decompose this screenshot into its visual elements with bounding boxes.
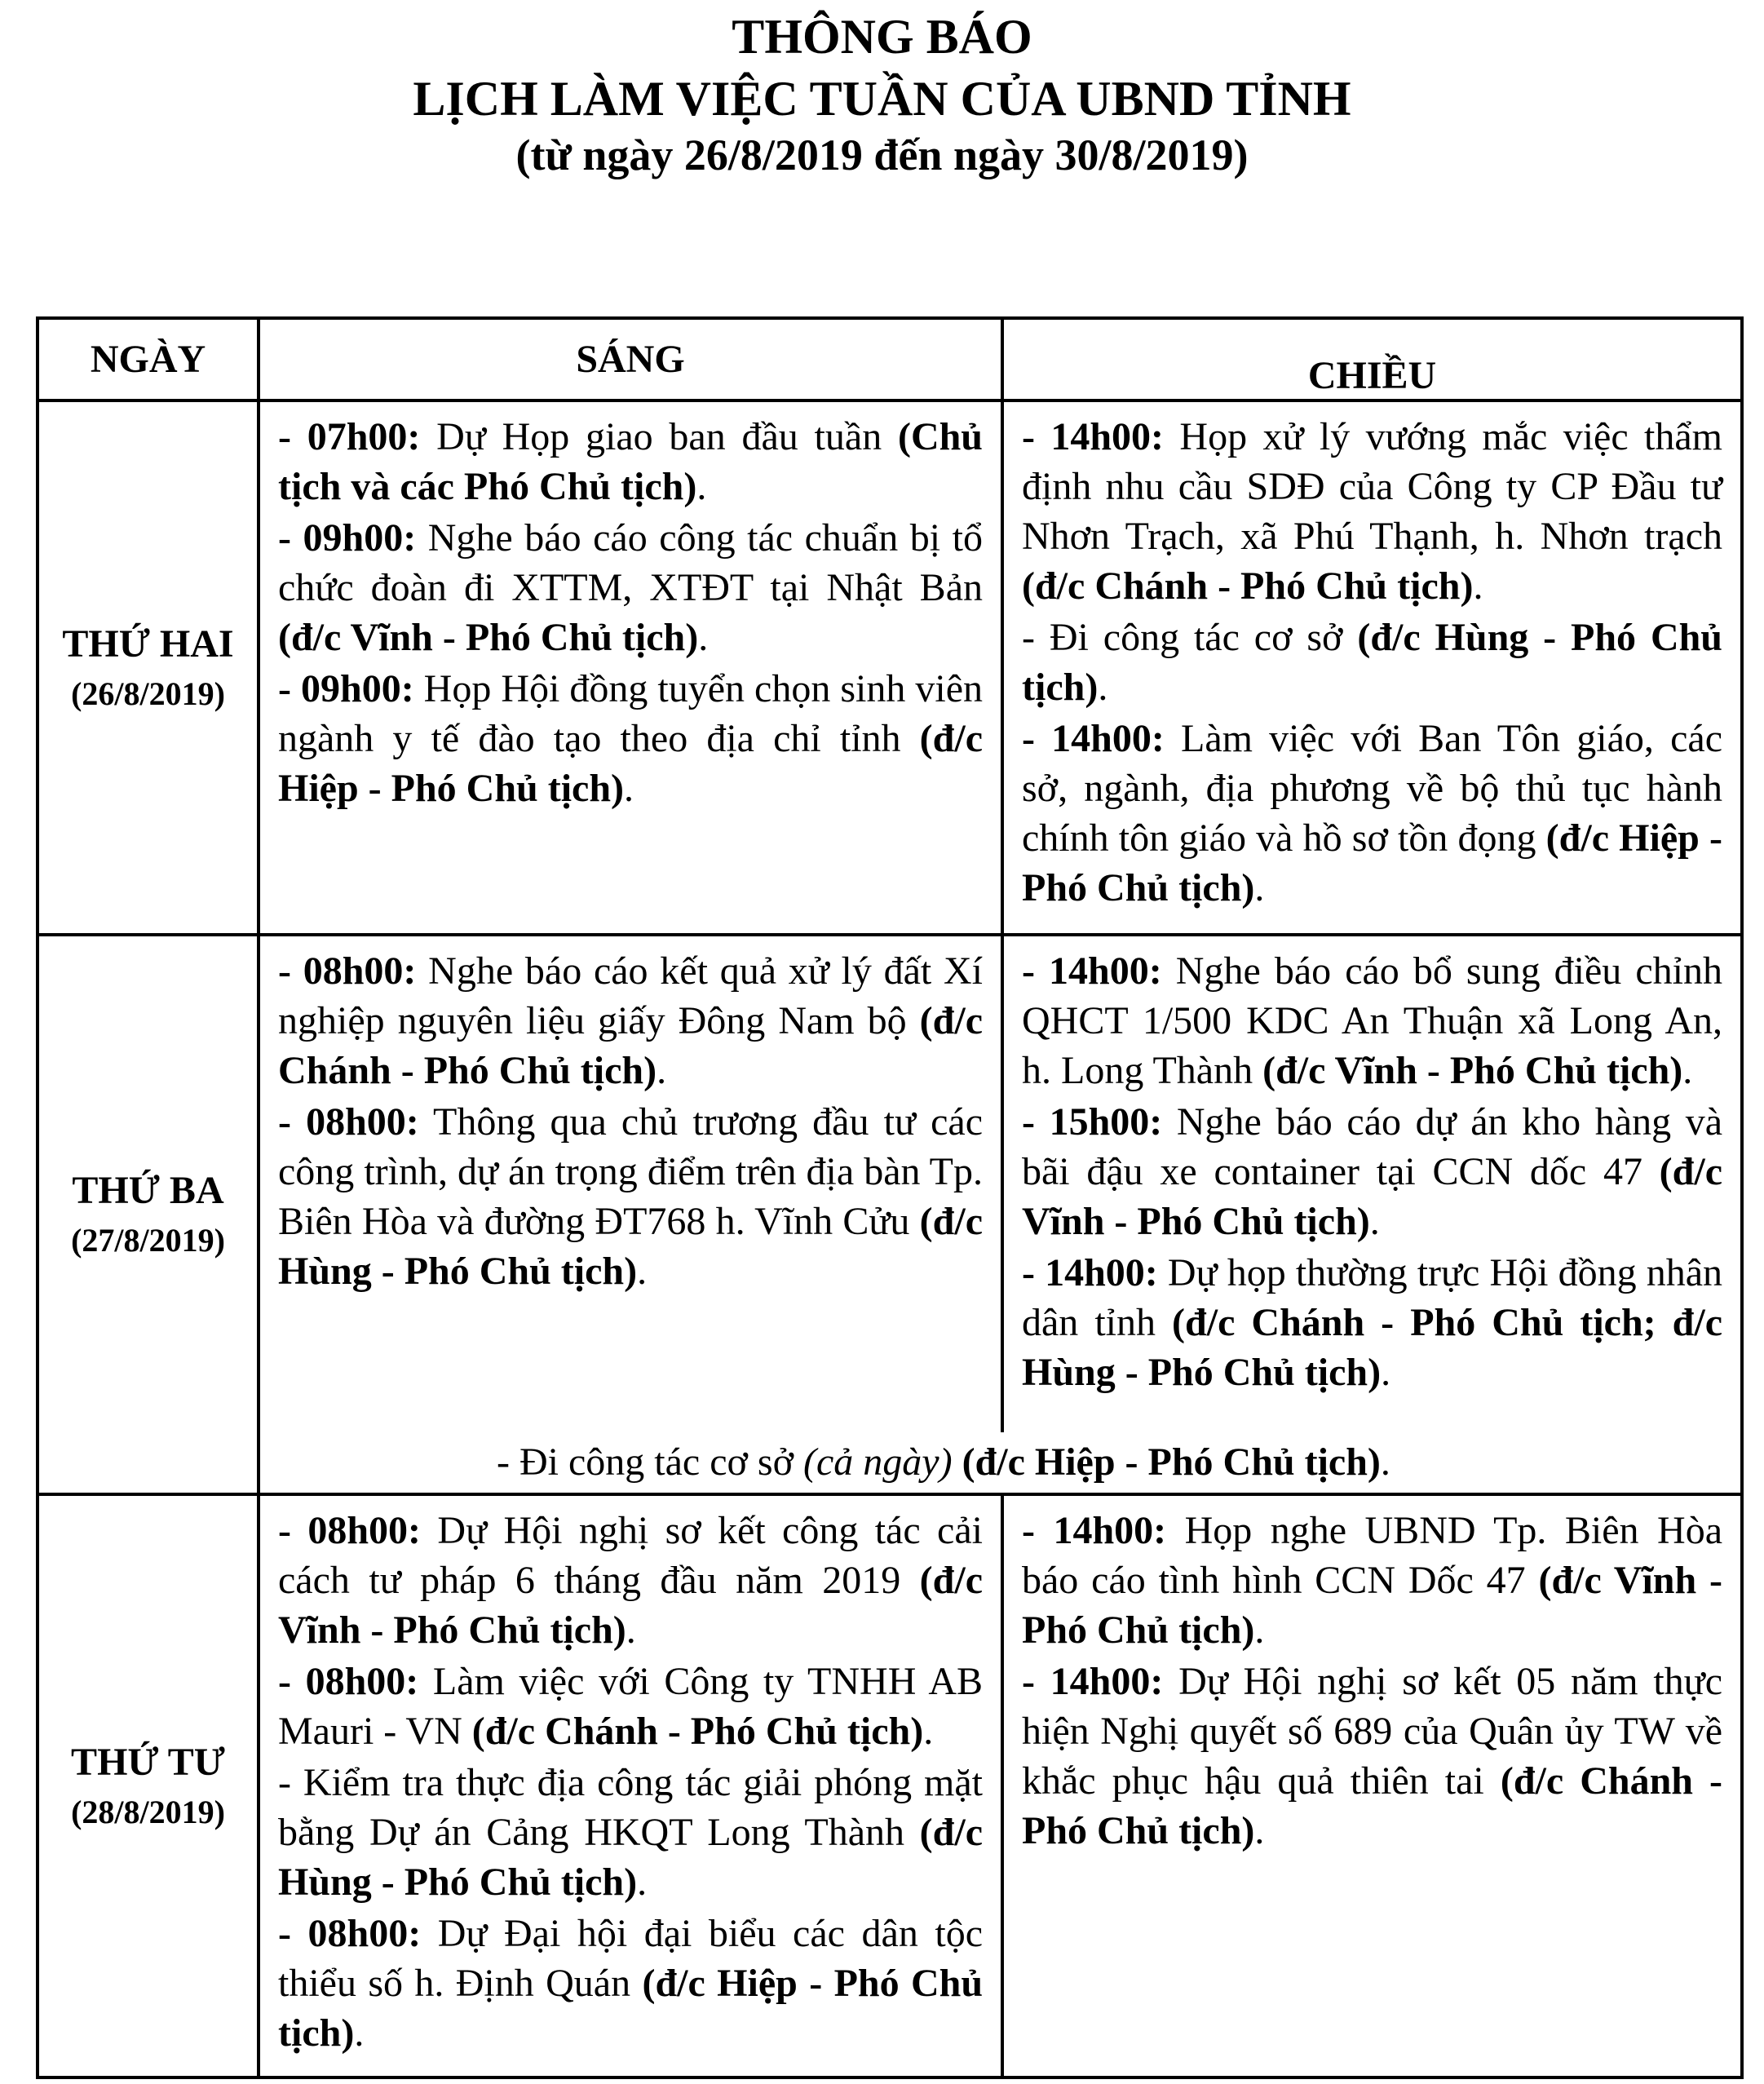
header-morning: SÁNG <box>259 318 1002 400</box>
afternoon-cell <box>1002 400 1742 935</box>
schedule-item: - Kiểm tra thực địa công tác giải phóng mặt bằng Dự án Cảng HKQT Long Thành (đ/c Hùng - Phó Chủ tịch). <box>278 1761 983 1904</box>
header-day: NGÀY <box>38 318 259 400</box>
schedule-item: - Đi công tác cơ sở (đ/c Hùng - Phó Chủ tịch). <box>1022 616 1722 709</box>
day-name: THỨ TƯ <box>71 1740 225 1784</box>
morning-cell <box>259 935 1002 1432</box>
header-afternoon: CHIỀU <box>1002 318 1742 400</box>
schedule-item: - 15h00: Nghe báo cáo dự án kho hàng và bãi đậu xe container tại CCN dốc 47 (đ/c Vĩnh - Phó Chủ tịch). <box>1022 1100 1722 1243</box>
schedule-item: - 08h00: Thông qua chủ trương đầu tư các công trình, dự án trọng điểm trên địa bàn Tp. Biên Hòa và đường ĐT768 h. Vĩnh Cửu (đ/c Hùng - Phó Chủ tịch). <box>278 1100 983 1293</box>
day-date: (26/8/2019) <box>71 675 225 712</box>
schedule-item: - 09h00: Họp Hội đồng tuyển chọn sinh viên ngành y tế đào tạo theo địa chỉ tỉnh (đ/c Hiệp - Phó Chủ tịch). <box>278 667 983 810</box>
table-header-row <box>38 318 1742 400</box>
afternoon-cell <box>1002 935 1742 1432</box>
schedule-item: - 14h00: Nghe báo cáo bổ sung điều chỉnh QHCT 1/500 KDC An Thuận xã Long An, h. Long Thành (đ/c Vĩnh - Phó Chủ tịch). <box>1022 949 1723 1092</box>
schedule-item: - 08h00: Làm việc với Công ty TNHH AB Mauri - VN (đ/c Chánh - Phó Chủ tịch). <box>278 1660 983 1753</box>
day-date: (27/8/2019) <box>71 1222 225 1259</box>
day-cell <box>38 400 259 935</box>
schedule-table <box>36 316 1744 2079</box>
schedule-item: - 14h00: Dự họp thường trực Hội đồng nhân dân tỉnh (đ/c Chánh - Phó Chủ tịch; đ/c Hùng - Phó Chủ tịch). <box>1022 1251 1723 1394</box>
document-period: (từ ngày 26/8/2019 đến ngày 30/8/2019) <box>515 131 1249 179</box>
schedule-item: - 08h00: Dự Đại hội đại biểu các dân tộc thiểu số h. Định Quán (đ/c Hiệp - Phó Chủ tịch). <box>278 1912 984 2055</box>
schedule-item: - 09h00: Nghe báo cáo công tác chuẩn bị tổ chức đoàn đi XTTM, XTĐT tại Nhật Bản (đ/c Vĩnh - Phó Chủ tịch). <box>278 516 983 659</box>
schedule-item: - 14h00: Họp xử lý vướng mắc việc thẩm định nhu cầu SDĐ của Công ty CP Đầu tư Nhơn Trạch, xã Phú Thạnh, h. Nhơn trạch (đ/c Chánh - Phó Chủ tịch). <box>1022 415 1722 608</box>
schedule-item: - 07h00: Dự Họp giao ban đầu tuần (Chủ tịch và các Phó Chủ tịch). <box>278 415 983 508</box>
day-name: THỨ HAI <box>62 622 234 666</box>
full-day-who: (đ/c Hiệp - Phó Chủ tịch) <box>962 1440 1381 1484</box>
schedule-item: - 14h00: Làm việc với Ban Tôn giáo, các sở, ngành, địa phương về bộ thủ tục hành chính tôn giáo và hồ sơ tồn đọng (đ/c Hiệp - Phó Chủ tịch). <box>1022 717 1722 909</box>
full-day-note: (cả ngày) <box>802 1440 953 1484</box>
schedule-item: - 14h00: Họp nghe UBND Tp. Biên Hòa báo cáo tình hình CCN Dốc 47 (đ/c Vĩnh - Phó Chủ tịch). <box>1022 1509 1722 1652</box>
day-name: THỨ BA <box>72 1169 224 1212</box>
morning-cell <box>259 400 1002 935</box>
table-row <box>38 1494 1742 2077</box>
table-row <box>38 1432 1742 1494</box>
schedule-item: - 14h00: Dự Hội nghị sơ kết 05 năm thực hiện Nghị quyết số 689 của Quân ủy TW về khắc phục hậu quả thiên tai (đ/c Chánh - Phó Chủ tịch). <box>1022 1660 1723 1852</box>
table-row <box>38 935 1742 1432</box>
day-date: (28/8/2019) <box>71 1793 225 1830</box>
day-cell <box>38 1494 259 2077</box>
full-day-text: - Đi công tác cơ sở <box>497 1440 803 1484</box>
document-subtitle: LỊCH LÀM VIỆC TUẦN CỦA UBND TỈNH <box>413 72 1351 126</box>
schedule-item: - 08h00: Nghe báo cáo kết quả xử lý đất Xí nghiệp nguyên liệu giấy Đông Nam bộ (đ/c Chánh - Phó Chủ tịch). <box>278 949 983 1092</box>
full-day-cell: - Đi công tác cơ sở (cả ngày) (đ/c Hiệp - Phó Chủ tịch). <box>259 1432 1742 1494</box>
morning-cell <box>259 1494 1002 2077</box>
day-cell <box>38 935 259 1494</box>
afternoon-cell <box>1002 1494 1742 2077</box>
table-row <box>38 400 1742 935</box>
schedule-item: - 08h00: Dự Hội nghị sơ kết công tác cải cách tư pháp 6 tháng đầu năm 2019 (đ/c Vĩnh - Phó Chủ tịch). <box>278 1509 983 1652</box>
document-title: THÔNG BÁO <box>732 10 1032 64</box>
